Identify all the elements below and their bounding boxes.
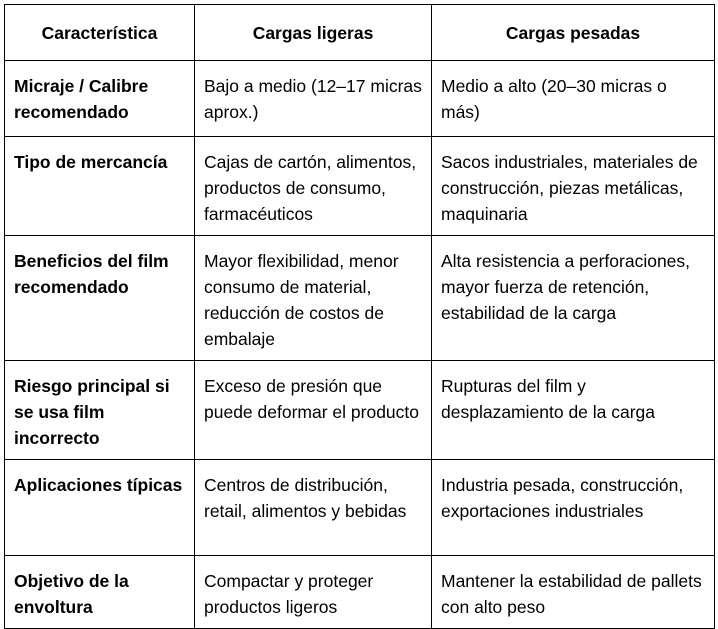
comparison-table-container bbox=[4, 4, 714, 629]
row-heavy-value: Medio a alto (20–30 micras o más) bbox=[432, 61, 715, 137]
row-heavy-value: Rupturas del film y desplazamiento de la carga bbox=[432, 361, 715, 460]
table-row bbox=[5, 137, 715, 236]
header-caracteristica: Característica bbox=[5, 5, 195, 61]
table-row bbox=[5, 460, 715, 556]
table-row bbox=[5, 556, 715, 629]
header-cargas-pesadas: Cargas pesadas bbox=[432, 5, 715, 61]
table-row bbox=[5, 61, 715, 137]
row-feature: Objetivo de la envoltura bbox=[5, 556, 195, 629]
row-light-value: Bajo a medio (12–17 micras aprox.) bbox=[195, 61, 432, 137]
table-row bbox=[5, 236, 715, 361]
row-heavy-value: Industria pesada, construcción, exportaciones industriales bbox=[432, 460, 715, 556]
row-light-value: Compactar y proteger productos ligeros bbox=[195, 556, 432, 629]
row-feature: Micraje / Calibre recomendado bbox=[5, 61, 195, 137]
table-row bbox=[5, 361, 715, 460]
row-light-value: Mayor flexibilidad, menor consumo de material, reducción de costos de embalaje bbox=[195, 236, 432, 361]
row-heavy-value: Alta resistencia a perforaciones, mayor fuerza de retención, estabilidad de la carga bbox=[432, 236, 715, 361]
header-cargas-ligeras: Cargas ligeras bbox=[195, 5, 432, 61]
row-feature: Riesgo principal si se usa film incorrecto bbox=[5, 361, 195, 460]
row-feature: Aplicaciones típicas bbox=[5, 460, 195, 556]
table-header-row bbox=[5, 5, 715, 61]
row-light-value: Cajas de cartón, alimentos, productos de consumo, farmacéuticos bbox=[195, 137, 432, 236]
row-heavy-value: Sacos industriales, materiales de construcción, piezas metálicas, maquinaria bbox=[432, 137, 715, 236]
row-feature: Tipo de mercancía bbox=[5, 137, 195, 236]
row-heavy-value: Mantener la estabilidad de pallets con alto peso bbox=[432, 556, 715, 629]
row-feature: Beneficios del film recomendado bbox=[5, 236, 195, 361]
comparison-table bbox=[4, 4, 715, 629]
row-light-value: Centros de distribución, retail, alimentos y bebidas bbox=[195, 460, 432, 556]
row-light-value: Exceso de presión que puede deformar el producto bbox=[195, 361, 432, 460]
